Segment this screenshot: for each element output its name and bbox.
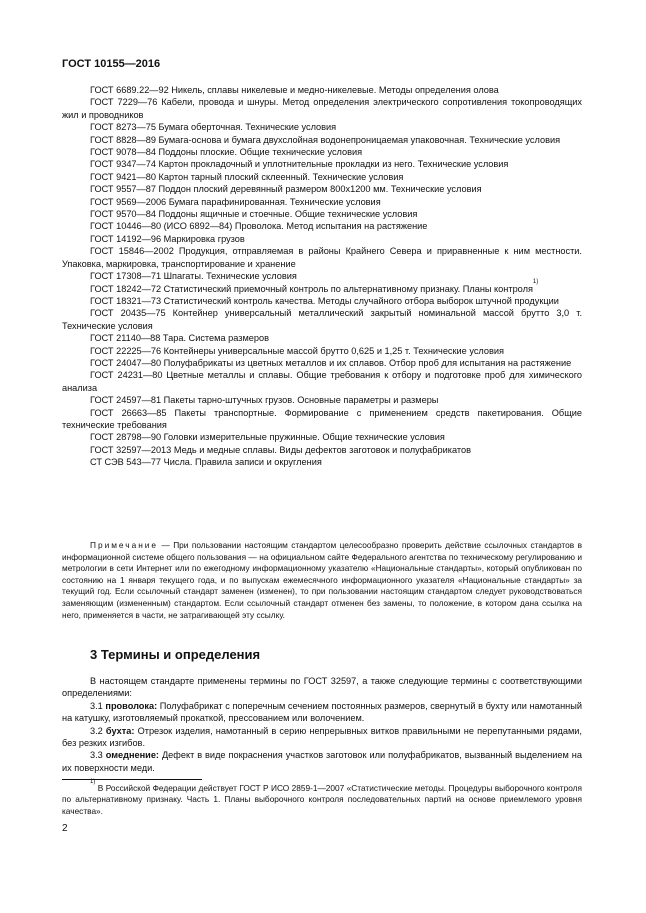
note-paragraph <box>62 540 582 621</box>
reference-item: ГОСТ 26663—85 Пакеты транспортные. Формирование с применением средств пакетирования. Общие технические требования <box>62 407 582 430</box>
term-item <box>62 700 582 725</box>
term-item <box>62 725 582 750</box>
reference-item: ГОСТ 8273—75 Бумага оберточная. Технические условия <box>90 122 337 133</box>
reference-item: ГОСТ 9078—84 Поддоны плоские. Общие технические условия <box>90 147 363 158</box>
footnote <box>62 779 582 817</box>
reference-item: ГОСТ 20435—75 Контейнер универсальный металлический закрытый номинальной массой брутто 3,0 т. Технические условия <box>62 308 582 331</box>
section-title: 3 Термины и определения <box>90 647 261 662</box>
reference-item: ГОСТ 9557—87 Поддон плоский деревянный размером 800х1200 мм. Технические условия <box>90 184 482 195</box>
term-name: проволока: <box>105 700 158 711</box>
reference-item-with-footnote <box>62 278 582 295</box>
footnote-marker: 1) <box>90 779 96 785</box>
reference-item: ГОСТ 9347—74 Картон прокладочный и уплотнительные прокладки из него. Технические условия <box>90 159 509 170</box>
reference-item: ГОСТ 17308—71 Шпагаты. Технические условия <box>90 271 297 282</box>
footnote-separator <box>62 779 202 780</box>
section-intro: В настоящем стандарте применены термины по ГОСТ 32597, а также следующие термины с соответствующими определениями: <box>62 676 582 699</box>
reference-item: СТ СЭВ 543—77 Числа. Правила записи и округления <box>90 457 322 468</box>
reference-item: ГОСТ 24597—81 Пакеты тарно-штучных грузов. Основные параметры и размеры <box>90 395 439 406</box>
reference-item: ГОСТ 24231—80 Цветные металлы и сплавы. Общие требования к отбору и подготовке проб для химического анализа <box>62 370 582 393</box>
reference-item: ГОСТ 8828—89 Бумага-основа и бумага двухслойная водонепроницаемая упаковочная. Технические условия <box>90 134 561 145</box>
term-number: 3.1 <box>90 700 103 711</box>
reference-item: ГОСТ 32597—2013 Медь и медные сплавы. Виды дефектов заготовок и полуфабрикатов <box>90 444 471 455</box>
term-number: 3.2 <box>90 725 103 736</box>
note-text: — При пользовании настоящим стандартом целесообразно проверить действие ссылочных стандартов в информационной системе общего пользования — на официальном сайте Федерального агентства по техническому регулированию и метрологии в сети Интернет или по ежегодному информационному указателю «Национальные стандарты», который опубликован по состоянию на 1 января текущего года, и по выпускам ежемесячного информационного указателя «Национальные стандарты» за текущий год. Если ссылочный стандарт заменен (изменен), то при пользовании настоящим стандартом следует руководствоваться заменяющим (измененным) стандартом. Если ссылочный стандарт отменен без замены, то положение, в котором дана ссылка на него, применяется в части, не затрагивающей эту ссылку. <box>62 540 582 620</box>
term-definition: Отрезок изделия, намотанный в серию непрерывных витков правильными не перепутанными рядами, без резких изгибов. <box>62 725 582 749</box>
reference-item: ГОСТ 28798—90 Головки измерительные пружинные. Общие технические условия <box>90 432 445 443</box>
reference-item: ГОСТ 7229—76 Кабели, провода и шнуры. Метод определения электрического сопротивления токопроводящих жил и проводников <box>62 97 582 120</box>
term-name: бухта: <box>105 725 135 736</box>
reference-text: ГОСТ 18242—72 Статистический приемочный контроль по альтернативному признаку. Планы контроля <box>90 283 533 294</box>
reference-item: ГОСТ 22225—76 Контейнеры универсальные массой брутто 0,625 и 1,25 т. Технические условия <box>90 345 504 356</box>
reference-item: ГОСТ 9570—84 Поддоны ящичные и стоечные. Общие технические условия <box>90 209 418 220</box>
reference-item: ГОСТ 10446—80 (ИСО 6892—84) Проволока. Метод испытания на растяжение <box>90 221 428 232</box>
reference-item: ГОСТ 9569—2006 Бумага парафинированная. Технические условия <box>90 196 381 207</box>
term-name: омеднение: <box>105 750 159 761</box>
normative-references-list <box>62 84 582 469</box>
document-header: ГОСТ 10155—2016 <box>62 58 161 70</box>
footnote-marker[interactable]: 1) <box>532 278 539 285</box>
reference-item: ГОСТ 9421—80 Картон тарный плоский склеенный. Технические условия <box>90 171 404 182</box>
reference-item: ГОСТ 14192—96 Маркировка грузов <box>90 233 245 244</box>
term-definition: Полуфабрикат с поперечным сечением постоянных размеров, свернутый в бухту или намотанный на катушку, изготовляемый прокаткой, прессованием или волочением. <box>62 700 582 724</box>
term-number: 3.3 <box>90 750 103 761</box>
reference-item: ГОСТ 24047—80 Полуфабрикаты из цветных металлов и их сплавов. Отбор проб для испытания на растяжение <box>90 357 572 368</box>
footnote-text: В Российской Федерации действует ГОСТ Р ИСО 2859-1—2007 «Статистические методы. Процедуры выборочного контроля по альтернативному признаку. Часть 1. Планы выборочного контроля последовательных партий на основе приемлемого уровня качества». <box>62 783 582 816</box>
page-number: 2 <box>62 823 68 834</box>
reference-item: ГОСТ 21140—88 Тара. Система размеров <box>90 333 269 344</box>
term-definition: Дефект в виде покраснения участков заготовок или полуфабрикатов, вызванный выделением на их поверхности меди. <box>62 750 582 773</box>
reference-item: ГОСТ 6689.22—92 Никель, сплавы никелевые и медно-никелевые. Методы определения олова <box>90 85 499 95</box>
terms-section <box>62 675 582 774</box>
term-item <box>62 749 582 774</box>
note-label: Примечание <box>90 540 159 550</box>
reference-item: ГОСТ 18321—73 Статистический контроль качества. Методы случайного отбора выборок штучной продукции <box>90 295 559 306</box>
reference-item: ГОСТ 15846—2002 Продукция, отправляемая в районы Крайнего Севера и приравненные к ним местности. Упаковка, маркировка, транспортирование и хранение <box>62 246 582 269</box>
